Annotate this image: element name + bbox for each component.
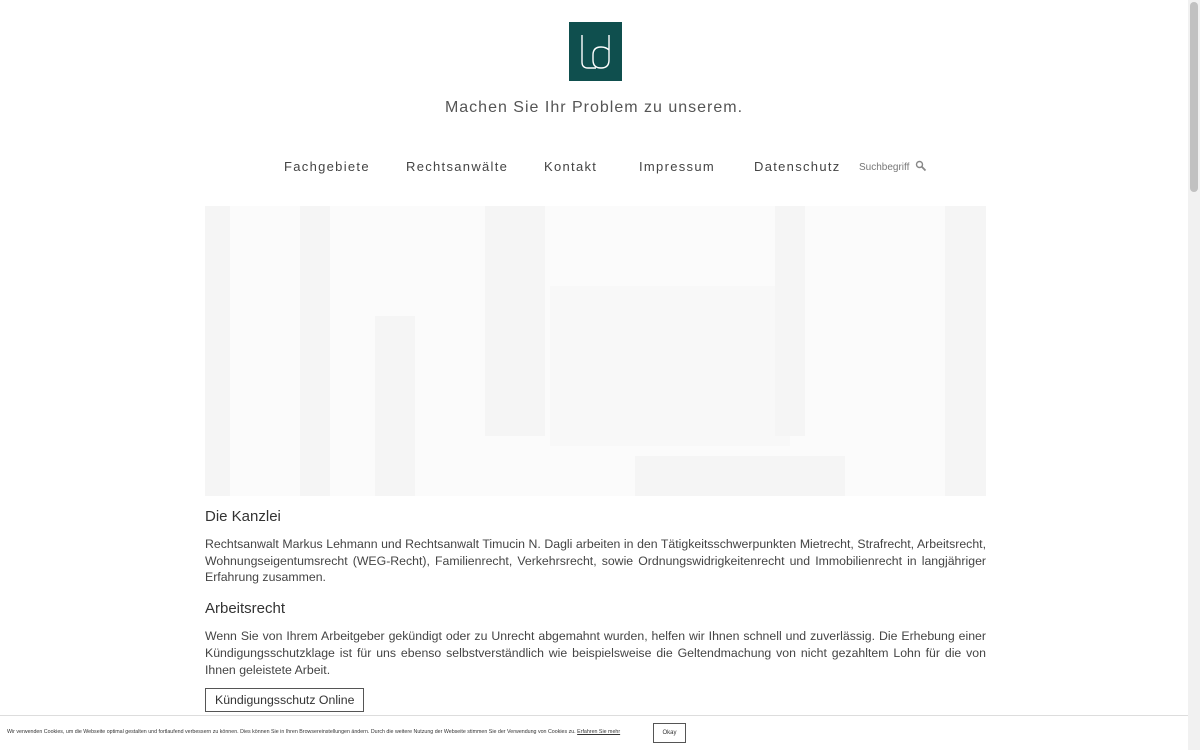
section-text-arbeitsrecht: Wenn Sie von Ihrem Arbeitgeber gekündigt oder zu Unrecht abgemahnt wurden, helfen wir Ihnen schnell und zuverlässig. Die Erhebung einer Kündigungsschutzklage ist für uns ebenso selbstverständlich wie beispielsweise die Geltendmachung von nicht gezahltem Lohn für die von Ihnen geleistete Arbeit. xyxy=(205,629,986,677)
search-input[interactable]: Suchbegriff xyxy=(859,162,910,173)
scrollbar[interactable] xyxy=(1188,0,1200,750)
nav-datenschutz[interactable]: Datenschutz xyxy=(754,159,841,174)
cookie-banner xyxy=(0,715,1188,750)
nav-rechtsanwaelte[interactable]: Rechtsanwälte xyxy=(406,159,509,174)
scrollbar-thumb[interactable] xyxy=(1190,2,1198,192)
tagline: Machen Sie Ihr Problem zu unserem. xyxy=(444,99,744,116)
logo[interactable] xyxy=(569,22,622,81)
section-text-kanzlei: Rechtsanwalt Markus Lehmann und Rechtsanwalt Timucin N. Dagli arbeiten in den Tätigkeitsschwerpunkten Mietrecht, Strafrecht, Arbeitsrecht, Wohnungseigentumsrecht (WEG-Recht), Familienrecht, Verkehrsrecht, sowie Ordnungswidrigkeitenrecht und Immobilienrecht in langjähriger Erfahrung zusammen. xyxy=(205,537,986,585)
nav-fachgebiete[interactable]: Fachgebiete xyxy=(284,159,370,174)
nav-kontakt[interactable]: Kontakt xyxy=(544,159,598,174)
search-icon[interactable] xyxy=(915,160,927,172)
section-title-arbeitsrecht: Arbeitsrecht xyxy=(205,600,286,618)
nav-impressum[interactable]: Impressum xyxy=(639,159,715,174)
cookie-okay-button[interactable]: Okay xyxy=(653,723,686,743)
cookie-more-link[interactable]: Erfahren Sie mehr xyxy=(577,729,621,735)
section-title-kanzlei: Die Kanzlei xyxy=(205,508,281,525)
kuendigungsschutz-button[interactable]: Kündigungsschutz Online xyxy=(205,688,364,712)
hero-image xyxy=(205,206,986,496)
cookie-text-wrap xyxy=(7,729,620,735)
main-nav xyxy=(0,159,1188,179)
cookie-text: Wir verwenden Cookies, um die Webseite optimal gestalten und fortlaufend verbessern zu können. Dies können Sie in Ihren Browsereinstellungen ändern. Durch die weitere Nutzung der Webseite stimmen Sie der Verwendung von Cookies zu. xyxy=(7,729,576,735)
main-content xyxy=(205,508,986,692)
logo-icon xyxy=(569,22,622,81)
